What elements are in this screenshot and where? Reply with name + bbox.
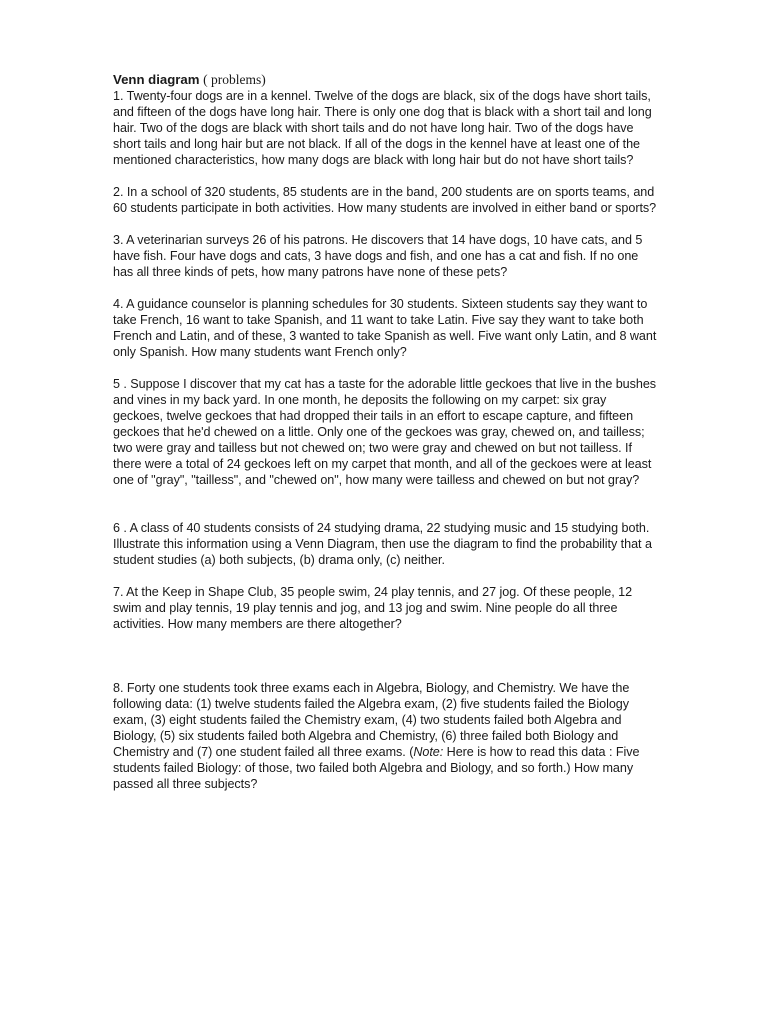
document-page — [113, 72, 658, 792]
problem-6: 6 . A class of 40 students consists of 24 studying drama, 22 studying music and 15 studying both. Illustrate this information using a Venn Diagram, then use the diagram to find the probability that a student studies (a) both subjects, (b) drama only, (c) neither. — [113, 521, 652, 567]
problem-8-text: 8. Forty one students took three exams each in Algebra, Biology, and Chemistry. We have the following data: (1) twelve students failed the Algebra exam, (2) five students failed the Biology exam, (3) eight students failed the Chemistry exam, (4) two students failed both Algebra and Biology, (5) six students failed both Algebra and Chemistry, (6) three failed both Biology and Chemistry and (7) one student failed all three exams. ( — [113, 681, 630, 759]
problem-2: 2. In a school of 320 students, 85 students are in the band, 200 students are on sports teams, and 60 students participate in both activities. How many students are involved in either band or sports? — [113, 185, 657, 215]
title-sub: ( problems) — [203, 72, 266, 87]
document-title — [113, 72, 658, 88]
problem-7: 7. At the Keep in Shape Club, 35 people swim, 24 play tennis, and 27 jog. Of these people, 12 swim and play tennis, 19 play tennis and jog, and 13 jog and swim. Nine people do all three activities. How many members are there altogether? — [113, 585, 633, 631]
problem-8-text-rest: Here is how to read this data : Five students failed Biology: of those, two failed both Algebra and Biology, and so forth.) How many passed all three subjects? — [113, 745, 640, 791]
title-main: Venn diagram — [113, 72, 200, 87]
problem-3: 3. A veterinarian surveys 26 of his patrons. He discovers that 14 have dogs, 10 have cats, and 5 have fish. Four have dogs and cats, 3 have dogs and fish, and one has a cat and fish. If no one has all three kinds of pets, how many patrons have none of these pets? — [113, 233, 643, 279]
problem-4: 4. A guidance counselor is planning schedules for 30 students. Sixteen students say they want to take French, 16 want to take Spanish, and 11 want to take Latin. Five say they want to take both French and Latin, and of these, 3 wanted to take Spanish as well. Five want only Latin, and 8 want only Spanish. How many students want French only? — [113, 297, 657, 359]
problem-5: 5 . Suppose I discover that my cat has a taste for the adorable little geckoes that live in the bushes and vines in my back yard. In one month, he deposits the following on my carpet: six gray geckoes, twelve geckoes that had dropped their tails in an effort to escape capture, and fifteen geckoes that he'd chewed on a little. Only one of the geckoes was gray, chewed on, and tailless; two were gray and tailless but not chewed on; two were gray and chewed on but not tailless. If there were a total of 24 geckoes left on my carpet that month, and all of the geckoes were at least one of "gray", "tailless", and "chewed on", how many were tailless and chewed on but not gray? — [113, 377, 657, 487]
problem-1: 1. Twenty-four dogs are in a kennel. Twelve of the dogs are black, six of the dogs have short tails, and fifteen of the dogs have long hair. There is only one dog that is black with a short tail and long hair. Two of the dogs are black with short tails and do not have long hair. Two of the dogs have short tails and long hair but are not black. If all of the dogs in the kennel have at least one of the mentioned characteristics, how many dogs are black with long hair but do not have short tails? — [113, 89, 652, 167]
problem-8-note-label: Note: — [413, 745, 444, 759]
problem-8 — [113, 680, 658, 792]
